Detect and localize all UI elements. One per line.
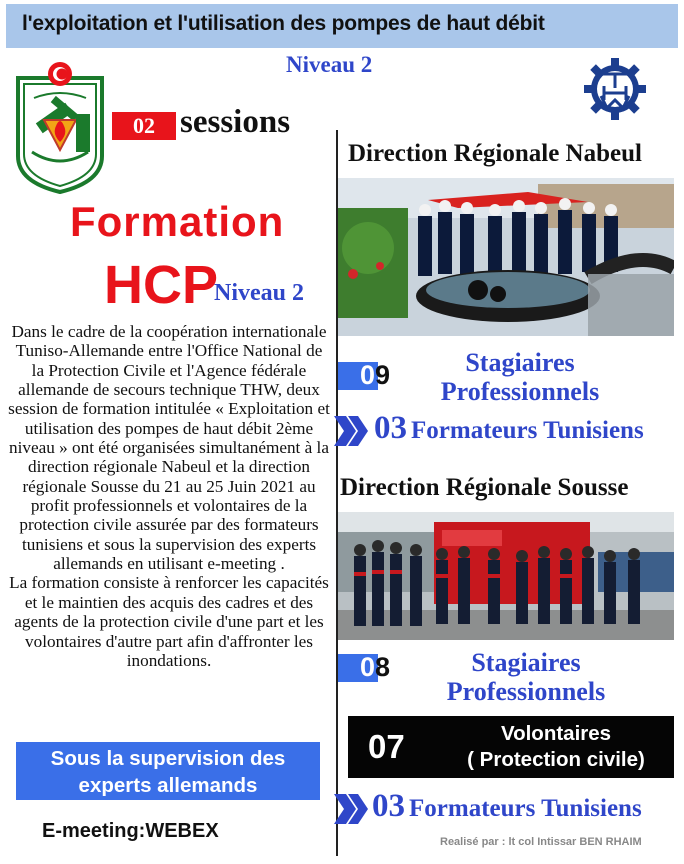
- credit-text: Realisé par : lt col Intissar BEN RHAIM: [440, 836, 642, 848]
- emeeting-label: E-meeting:WEBEX: [42, 820, 219, 842]
- sousse-stagiaires-line-1: Stagiaires: [471, 648, 581, 677]
- sousse-volontaires-count: 07: [368, 728, 405, 765]
- sessions-label: sessions: [180, 104, 291, 140]
- sousse-title: Direction Régionale Sousse: [340, 474, 629, 501]
- nabeul-stagiaires-digit-0: 0: [360, 360, 376, 390]
- nabeul-stagiaires-digit-1: 9: [375, 360, 391, 390]
- sousse-formateurs-count: 03: [372, 788, 405, 824]
- formation-title: Formation: [70, 198, 285, 245]
- protection-civile-emblem-icon: [14, 60, 106, 194]
- nabeul-formateurs-label: Formateurs Tunisiens: [411, 417, 644, 444]
- nabeul-title: Direction Régionale Nabeul: [348, 140, 642, 167]
- nabeul-formateurs: [374, 410, 644, 447]
- nabeul-formateurs-count: 03: [374, 410, 407, 446]
- chevron-double-right-icon: [332, 414, 372, 448]
- supervision-line-2: experts allemands: [78, 774, 258, 797]
- nabeul-stagiaires-line-2: Professionnels: [440, 377, 600, 406]
- description-paragraph-1: Dans le cadre de la coopération internationale Tuniso-Allemande entre l'Office National de la Protection Civile et l'Agence fédérale allemande de secours technique THW, deux session de formation intitulée « Exploitation et utilisation des pompes de haut débit 2ème niveau » ont été organisées simultanément à la direction régionale Nabeul et la direction régionale Sousse du 21 au 25 Juin 2021 au profit professionnels et volontaires de la protection civile assurée par des formateurs tunisiens et sous la supervision des experts allemands en utilisant e-meeting .: [8, 322, 330, 574]
- nabeul-stagiaires-label: [410, 348, 630, 406]
- description-paragraph-2: La formation consiste à renforcer les capacités et le maintien des acquis des cadres et des agents de la protection civile d'une part et les volontaires d'autre part afin d'affronter les inondations.: [9, 573, 329, 670]
- nabeul-stagiaires-count: [360, 360, 390, 391]
- supervision-box: [16, 742, 320, 800]
- sousse-volontaires-box: [348, 716, 674, 778]
- sousse-stagiaires-count: [360, 652, 390, 683]
- sessions-count-badge: 02: [112, 112, 176, 140]
- header-banner: [6, 4, 678, 48]
- supervision-line-1: Sous la supervision des: [50, 747, 286, 770]
- sousse-formateurs: [372, 788, 642, 825]
- sousse-volontaires-line-1: Volontaires: [500, 722, 612, 745]
- sousse-stagiaires-label: [416, 648, 636, 706]
- header-niveau: Niveau 2: [286, 52, 373, 77]
- sousse-formateurs-label: Formateurs Tunisiens: [409, 795, 642, 822]
- sousse-volontaires-line-2: ( Protection civile): [467, 748, 645, 771]
- sousse-group-photo: [338, 512, 674, 640]
- nabeul-group-photo: [338, 178, 674, 336]
- chevron-double-right-icon: [332, 792, 372, 826]
- formation-niveau: Niveau 2: [214, 280, 304, 306]
- description-text: [8, 322, 330, 670]
- thw-logo-icon: [582, 56, 648, 122]
- sousse-stagiaires-line-2: Professionnels: [446, 677, 606, 706]
- sousse-stagiaires-digit-1: 8: [375, 652, 391, 682]
- nabeul-stagiaires-line-1: Stagiaires: [465, 348, 575, 377]
- hcp-title: HCP: [104, 255, 219, 315]
- sousse-stagiaires-digit-0: 0: [360, 652, 376, 682]
- header-title: l'exploitation et l'utilisation des pompes de haut débit: [22, 12, 545, 35]
